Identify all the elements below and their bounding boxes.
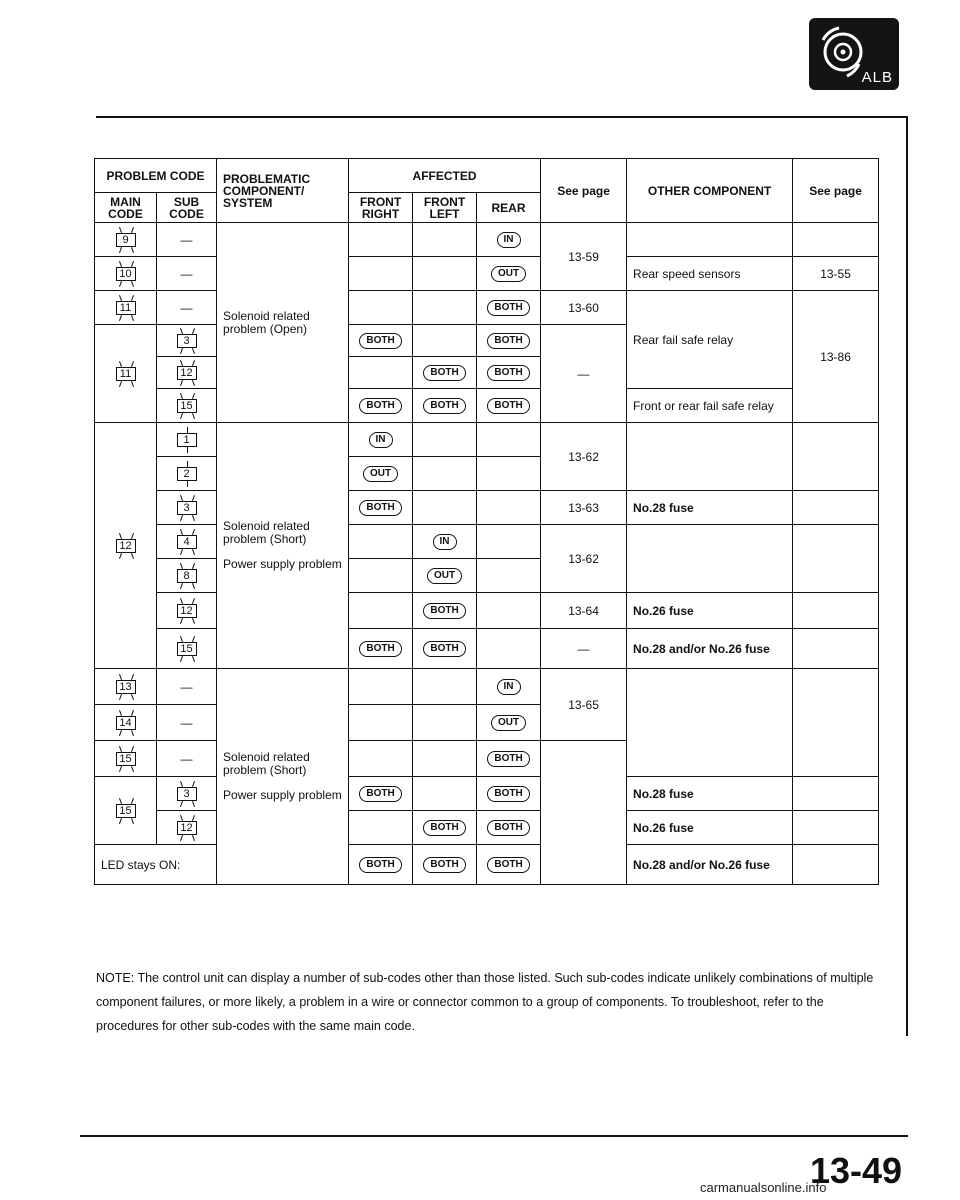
both-pill: BOTH bbox=[423, 398, 465, 414]
component-short: Solenoid related problem (Short) bbox=[223, 519, 310, 546]
code-icon: 11 bbox=[110, 361, 142, 387]
code-icon: 13 bbox=[110, 674, 142, 700]
code-icon: 10 bbox=[110, 261, 142, 287]
both-pill: BOTH bbox=[487, 333, 529, 349]
both-pill: BOTH bbox=[487, 398, 529, 414]
header-problematic: PROBLEMATIC COMPONENT/ SYSTEM bbox=[217, 159, 349, 223]
dash: — bbox=[157, 669, 217, 705]
both-pill: BOTH bbox=[359, 500, 401, 516]
code-icon: 11 bbox=[110, 295, 142, 321]
code-icon: 3 bbox=[171, 328, 203, 354]
top-rule bbox=[96, 116, 908, 118]
code-icon: 3 bbox=[171, 495, 203, 521]
page-number: 13-49 bbox=[810, 1150, 903, 1191]
both-pill: BOTH bbox=[359, 786, 401, 802]
both-pill: BOTH bbox=[359, 857, 401, 873]
header-front-left: FRONT LEFT bbox=[413, 193, 477, 223]
both-pill: BOTH bbox=[359, 398, 401, 414]
out-pill: OUT bbox=[491, 266, 526, 282]
page-ref: 13-59 bbox=[541, 223, 627, 291]
both-pill: BOTH bbox=[487, 820, 529, 836]
header-affected: AFFECTED bbox=[349, 159, 541, 193]
in-pill: IN bbox=[497, 232, 521, 248]
led-stays-on: LED stays ON: bbox=[95, 845, 217, 885]
header-problem-code: PROBLEM CODE bbox=[95, 159, 217, 193]
table-row bbox=[95, 845, 879, 885]
other-component: Rear fail safe relay bbox=[627, 291, 793, 389]
table-row bbox=[95, 389, 879, 423]
code-icon: 12 bbox=[171, 360, 203, 386]
code-icon: 4 bbox=[171, 529, 203, 555]
other-page-ref: 13-55 bbox=[793, 257, 879, 291]
both-pill: BOTH bbox=[423, 641, 465, 657]
in-pill: IN bbox=[369, 432, 393, 448]
header-rear: REAR bbox=[477, 193, 541, 223]
dash: — bbox=[541, 325, 627, 423]
code-icon: 15 bbox=[171, 393, 203, 419]
component-power: Power supply problem bbox=[223, 557, 342, 571]
dash: — bbox=[157, 705, 217, 741]
out-pill: OUT bbox=[427, 568, 462, 584]
code-icon: 12 bbox=[171, 598, 203, 624]
table-row bbox=[95, 777, 879, 811]
in-pill: IN bbox=[497, 679, 521, 695]
both-pill: BOTH bbox=[423, 820, 465, 836]
code-icon: 12 bbox=[171, 815, 203, 841]
code-icon: 15 bbox=[110, 798, 142, 824]
page-ref: 13-63 bbox=[541, 491, 627, 525]
both-pill: BOTH bbox=[423, 365, 465, 381]
table-row bbox=[95, 491, 879, 525]
both-pill: BOTH bbox=[487, 365, 529, 381]
code-icon: 2 bbox=[171, 461, 203, 487]
code-icon: 1 bbox=[171, 427, 203, 453]
both-pill: BOTH bbox=[487, 300, 529, 316]
other-component: No.26 fuse bbox=[627, 811, 793, 845]
other-component: Front or rear fail safe relay bbox=[627, 389, 793, 423]
table-row bbox=[95, 423, 879, 457]
page-ref: 13-64 bbox=[541, 593, 627, 629]
note-paragraph: NOTE: The control unit can display a number of sub-codes other than those listed. Such sub-codes indicate unlikely combinations of multiple component failures, or more likely, a problem in a wire or connector common to a group of components. To troubleshoot, refer to the procedures for other sub-codes with the same main code. bbox=[96, 971, 874, 1033]
dash: — bbox=[157, 223, 217, 257]
other-component: No.28 and/or No.26 fuse bbox=[627, 845, 793, 885]
dash: — bbox=[157, 741, 217, 777]
code-icon: 8 bbox=[171, 563, 203, 589]
both-pill: BOTH bbox=[487, 751, 529, 767]
other-component: No.28 and/or No.26 fuse bbox=[627, 629, 793, 669]
header-see-page-2: See page bbox=[793, 159, 879, 223]
both-pill: BOTH bbox=[423, 857, 465, 873]
other-component: No.28 fuse bbox=[627, 491, 793, 525]
page-ref: 13-65 bbox=[541, 669, 627, 741]
dash: — bbox=[157, 257, 217, 291]
both-pill: BOTH bbox=[423, 603, 465, 619]
table-row bbox=[95, 291, 879, 325]
dash: — bbox=[541, 629, 627, 669]
component-short: Solenoid related problem (Short) bbox=[223, 750, 310, 777]
header-other-component: OTHER COMPONENT bbox=[627, 159, 793, 223]
right-rule bbox=[906, 116, 908, 1036]
other-page-ref: 13-86 bbox=[793, 291, 879, 423]
out-pill: OUT bbox=[363, 466, 398, 482]
both-pill: BOTH bbox=[487, 786, 529, 802]
table-row bbox=[95, 593, 879, 629]
code-icon: 9 bbox=[110, 227, 142, 253]
watermark: carmanualsonline.info bbox=[700, 1180, 827, 1195]
component-short-power bbox=[217, 423, 349, 669]
bottom-rule bbox=[80, 1135, 908, 1137]
table-row bbox=[95, 257, 879, 291]
other-component: Rear speed sensors bbox=[627, 257, 793, 291]
table-row bbox=[95, 629, 879, 669]
other-component: No.26 fuse bbox=[627, 593, 793, 629]
header-sub-code: SUB CODE bbox=[157, 193, 217, 223]
table-row bbox=[95, 525, 879, 559]
header-see-page: See page bbox=[541, 159, 627, 223]
component-power: Power supply problem bbox=[223, 788, 342, 802]
code-icon: 14 bbox=[110, 710, 142, 736]
both-pill: BOTH bbox=[359, 641, 401, 657]
page-ref: 13-62 bbox=[541, 525, 627, 593]
component-short-power-2 bbox=[217, 669, 349, 885]
header-main-code: MAIN CODE bbox=[95, 193, 157, 223]
table-row bbox=[95, 811, 879, 845]
code-icon: 3 bbox=[171, 781, 203, 807]
other-component: No.28 fuse bbox=[627, 777, 793, 811]
table-row bbox=[95, 669, 879, 705]
page-ref: 13-62 bbox=[541, 423, 627, 491]
out-pill: OUT bbox=[491, 715, 526, 731]
component-open: Solenoid related problem (Open) bbox=[217, 223, 349, 423]
header-front-right: FRONT RIGHT bbox=[349, 193, 413, 223]
in-pill: IN bbox=[433, 534, 457, 550]
page-ref: 13-60 bbox=[541, 291, 627, 325]
both-pill: BOTH bbox=[487, 857, 529, 873]
alb-logo bbox=[809, 18, 899, 90]
code-icon: 15 bbox=[171, 636, 203, 662]
table-row bbox=[95, 223, 879, 257]
code-icon: 15 bbox=[110, 746, 142, 772]
dash: — bbox=[157, 291, 217, 325]
logo-text: ALB bbox=[861, 69, 893, 86]
both-pill: BOTH bbox=[359, 333, 401, 349]
code-icon: 12 bbox=[110, 533, 142, 559]
problem-code-table bbox=[94, 158, 879, 885]
